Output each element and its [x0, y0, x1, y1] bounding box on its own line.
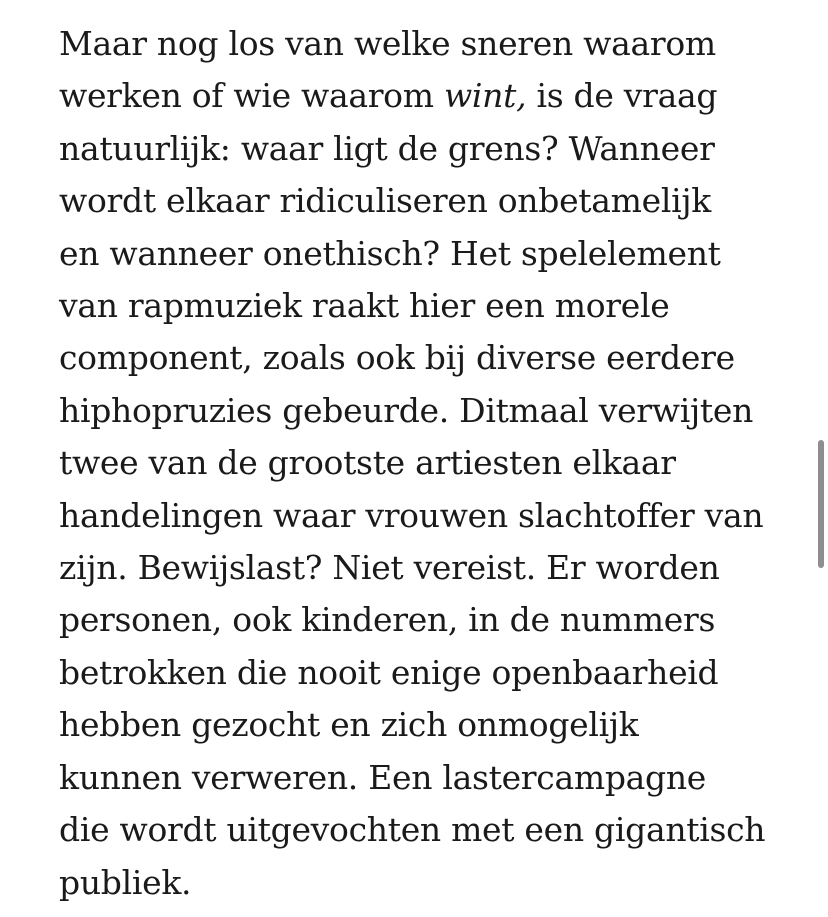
text-line-3: natuurlijk: waar ligt de grens? Wanneer — [59, 128, 715, 168]
text-line-13: betrokken die nooit enige openbaarheid — [59, 652, 719, 692]
scrollbar-thumb[interactable] — [818, 440, 824, 568]
text-line-6: van rapmuziek raakt hier een morele — [59, 286, 670, 326]
text-line-16: die wordt uitgevochten met een gigantisch — [59, 810, 766, 850]
text-line-14: hebben gezocht en zich onmogelijk — [59, 705, 639, 745]
article-body — [59, 18, 819, 909]
text-line-12: personen, ook kinderen, in de nummers — [59, 600, 716, 640]
text-line-5: en wanneer onethisch? Het spelelement — [59, 233, 721, 273]
text-line-15: kunnen verweren. Een lastercampagne — [59, 757, 707, 797]
text-line-2-start: werken of wie waarom — [59, 76, 434, 116]
text-line-2 — [59, 70, 819, 122]
text-line-8: hiphopruzies gebeurde. Ditmaal verwijten — [59, 390, 754, 430]
text-line-9: twee van de grootste artiesten elkaar — [59, 443, 676, 483]
italic-word: wint, — [443, 76, 527, 116]
text-line-7: component, zoals ook bij diverse eerdere — [59, 338, 735, 378]
text-line-4: wordt elkaar ridiculiseren onbetamelijk — [59, 181, 711, 221]
text-line-17: publiek. — [59, 862, 192, 902]
text-line-1: Maar nog los van welke sneren waarom — [59, 24, 716, 63]
text-line-2-end: is de vraag — [526, 76, 718, 116]
text-line-11: zijn. Bewijslast? Niet vereist. Er worden — [59, 548, 720, 588]
text-line-10: handelingen waar vrouwen slachtoffer van — [59, 495, 764, 535]
